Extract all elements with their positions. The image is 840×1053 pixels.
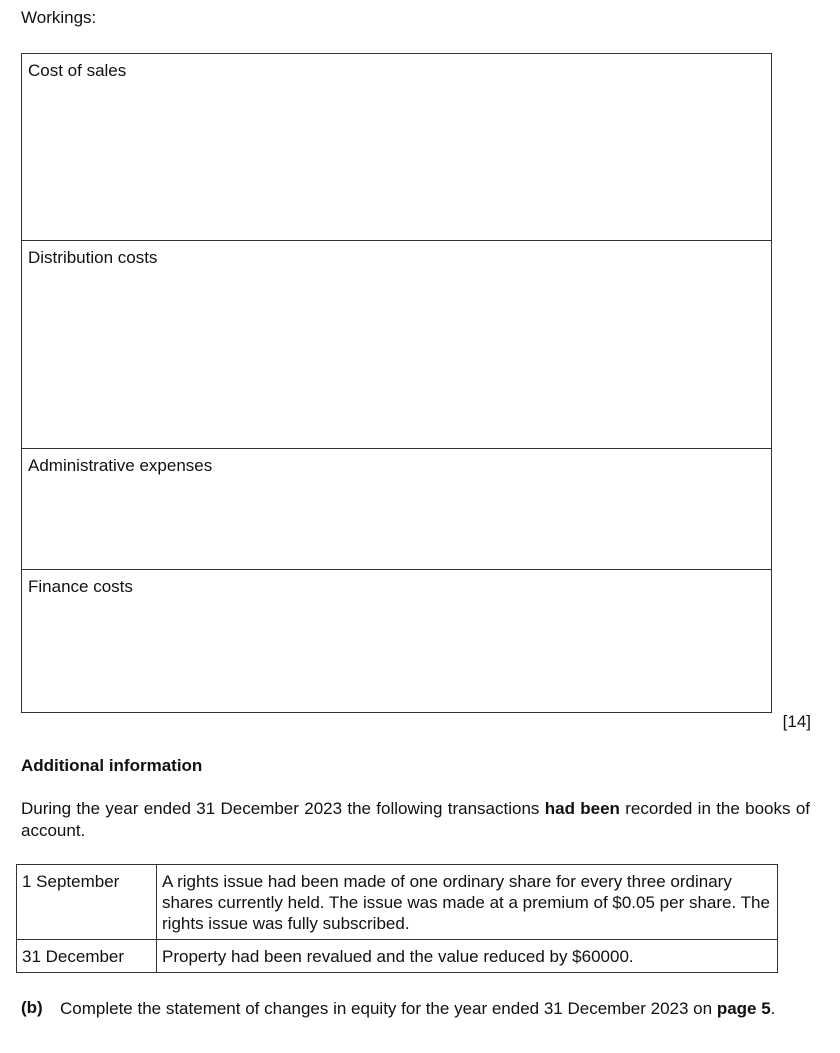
question-label: (b) bbox=[21, 998, 43, 1017]
workings-box-distribution-costs[interactable] bbox=[21, 240, 772, 449]
question-b-text bbox=[60, 998, 810, 1020]
workings-box-finance-costs[interactable] bbox=[21, 569, 772, 713]
description-cell: A rights issue had been made of one ordinary share for every three ordinary shares currently held. The issue was made at a premium of $0.05 per share. The rights issue was fully subscribed. bbox=[157, 865, 778, 940]
transactions-table bbox=[16, 864, 778, 973]
page-reference: page 5 bbox=[716, 999, 771, 1018]
intro-text: During the year ended 31 December 2023 the following transactions bbox=[21, 799, 545, 818]
section-label: Distribution costs bbox=[28, 248, 158, 267]
description-cell: Property had been revalued and the value reduced by $60000. bbox=[157, 940, 778, 973]
marks-label: [14] bbox=[782, 712, 811, 731]
section-label: Cost of sales bbox=[28, 61, 127, 80]
date-cell: 1 September bbox=[17, 865, 157, 940]
workings-box-administrative-expenses[interactable] bbox=[21, 448, 772, 570]
section-label: Administrative expenses bbox=[28, 456, 213, 475]
workings-label: Workings: bbox=[21, 8, 97, 27]
table-row bbox=[17, 865, 778, 940]
intro-text-end: recorded in the books of account. bbox=[21, 799, 810, 840]
additional-heading: Additional information bbox=[21, 756, 203, 775]
intro-paragraph bbox=[21, 798, 810, 842]
date-cell: 31 December bbox=[17, 940, 157, 973]
workings-box-cost-of-sales[interactable] bbox=[21, 53, 772, 241]
table-row bbox=[17, 940, 778, 973]
section-label: Finance costs bbox=[28, 577, 133, 596]
question-text: Complete the statement of changes in equity for the year ended 31 December 2023 on bbox=[60, 999, 717, 1018]
question-end: . bbox=[770, 999, 776, 1018]
intro-bold: had been bbox=[544, 799, 620, 818]
